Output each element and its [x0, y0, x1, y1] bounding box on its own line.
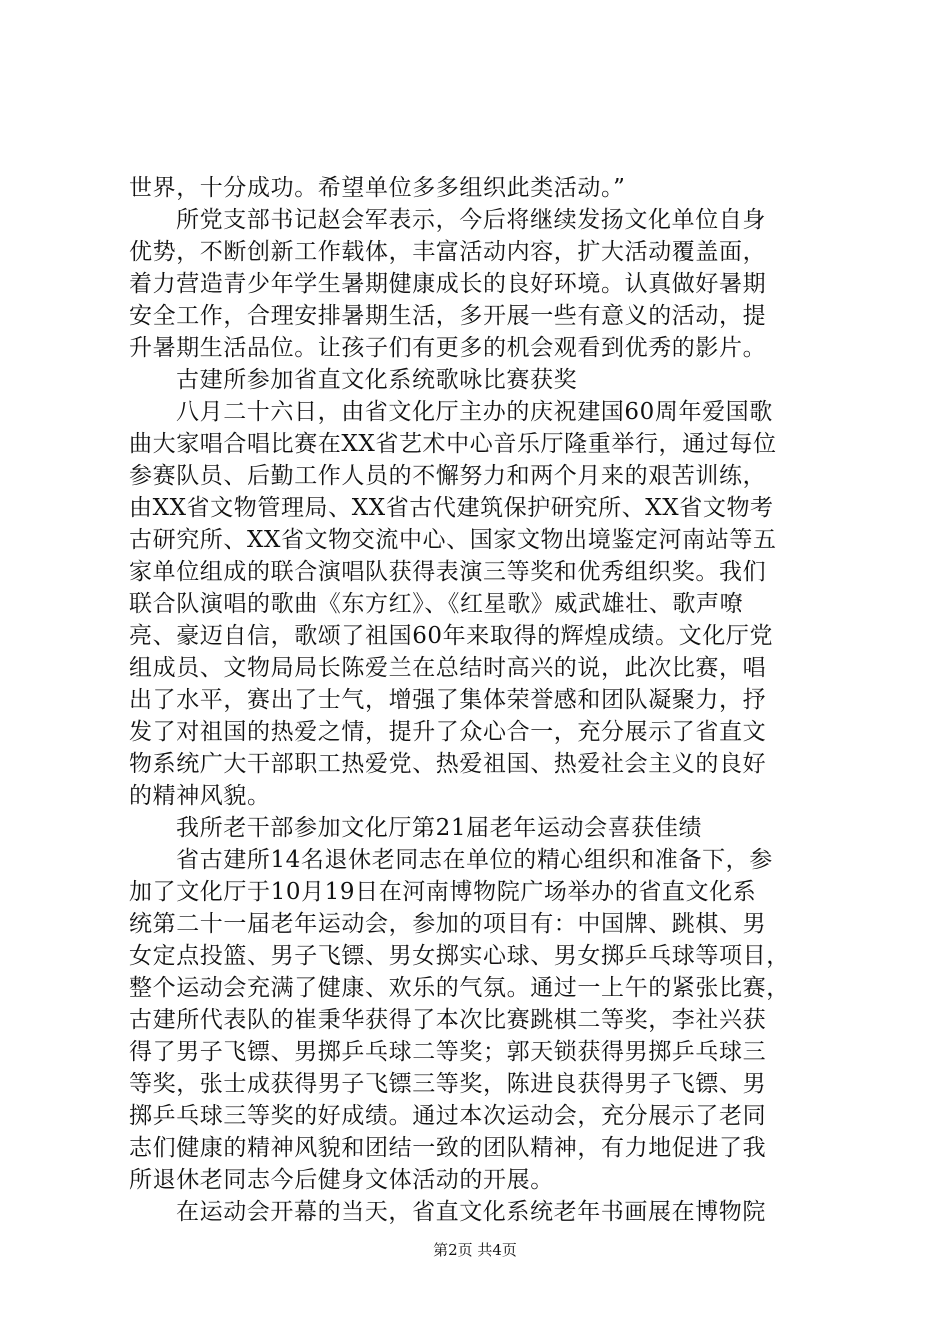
text-line: 加了文化厅于10月19日在河南博物院广场举办的省直文化系 — [129, 879, 757, 905]
text-line: 曲大家唱合唱比赛在XX省艺术中心音乐厅隆重举行，通过每位 — [129, 431, 777, 457]
text-line: 古建所参加省直文化系统歌咏比赛获奖 — [176, 367, 578, 393]
text-line: 八月二十六日，由省文化厅主办的庆祝建国60周年爱国歌 — [176, 399, 773, 425]
text-line: 着力营造青少年学生暑期健康成长的良好环境。认真做好暑期 — [129, 271, 767, 297]
text-line: 世界，十分成功。希望单位多多组织此类活动。” — [129, 175, 626, 201]
text-line: 我所老干部参加文化厅第21届老年运动会喜获佳绩 — [176, 815, 703, 841]
text-line: 志们健康的精神风貌和团结一致的团队精神，有力地促进了我 — [129, 1135, 767, 1161]
text-line: 统第二十一届老年运动会，参加的项目有：中国牌、跳棋、男 — [129, 911, 767, 937]
text-line: 得了男子飞镖、男掷乒乓球二等奖；郭天锁获得男掷乒乓球三 — [129, 1039, 767, 1065]
text-line: 物系统广大干部职工热爱党、热爱祖国、热爱社会主义的良好 — [129, 751, 767, 777]
text-line: 等奖，张士成获得男子飞镖三等奖，陈进良获得男子飞镖、男 — [129, 1071, 767, 1097]
text-line: 家单位组成的联合演唱队获得表演三等奖和优秀组织奖。我们 — [129, 559, 767, 585]
text-line: 联合队演唱的歌曲《东方红》、《红星歌》威武雄壮、歌声嘹 — [129, 591, 744, 617]
text-line: 古建所代表队的崔秉华获得了本次比赛跳棋二等奖，李社兴获 — [129, 1007, 767, 1033]
text-line: 发了对祖国的热爱之情，提升了众心合一，充分展示了省直文 — [129, 719, 767, 745]
text-line: 出了水平，赛出了士气，增强了集体荣誉感和团队凝聚力，抒 — [129, 687, 767, 713]
text-line: 由XX省文物管理局、XX省古代建筑保护研究所、XX省文物考 — [129, 495, 774, 521]
text-line: 省古建所14名退休老同志在单位的精心组织和准备下，参 — [176, 847, 773, 873]
text-line: 所退休老同志今后健身文体活动的开展。 — [129, 1167, 554, 1193]
text-line: 古研究所、XX省文物交流中心、国家文物出境鉴定河南站等五 — [129, 527, 777, 553]
text-line: 参赛队员、后勤工作人员的不懈努力和两个月来的艰苦训练， — [129, 463, 767, 489]
text-line: 女定点投篮、男子飞镖、男女掷实心球、男女掷乒乓球等项目， — [129, 943, 790, 969]
text-line: 所党支部书记赵会军表示，今后将继续发扬文化单位自身 — [176, 207, 766, 233]
text-line: 优势，不断创新工作载体，丰富活动内容，扩大活动覆盖面， — [129, 239, 767, 265]
text-line: 在运动会开幕的当天，省直文化系统老年书画展在博物院 — [176, 1199, 766, 1225]
page-footer: 第2页 共4页 — [433, 1241, 517, 1259]
text-line: 安全工作，合理安排暑期生活，多开展一些有意义的活动，提 — [129, 303, 767, 329]
text-line: 的精神风貌。 — [129, 783, 271, 809]
text-line: 组成员、文物局局长陈爱兰在总结时高兴的说，此次比赛，唱 — [129, 655, 767, 681]
text-line: 升暑期生活品位。让孩子们有更多的机会观看到优秀的影片。 — [129, 335, 767, 361]
text-line: 掷乒乓球三等奖的好成绩。通过本次运动会，充分展示了老同 — [129, 1103, 767, 1129]
text-line: 亮、豪迈自信，歌颂了祖国60年来取得的辉煌成绩。文化厅党 — [129, 623, 774, 649]
document-body — [129, 172, 829, 1228]
text-line: 整个运动会充满了健康、欢乐的气氛。通过一上午的紧张比赛， — [129, 975, 790, 1001]
